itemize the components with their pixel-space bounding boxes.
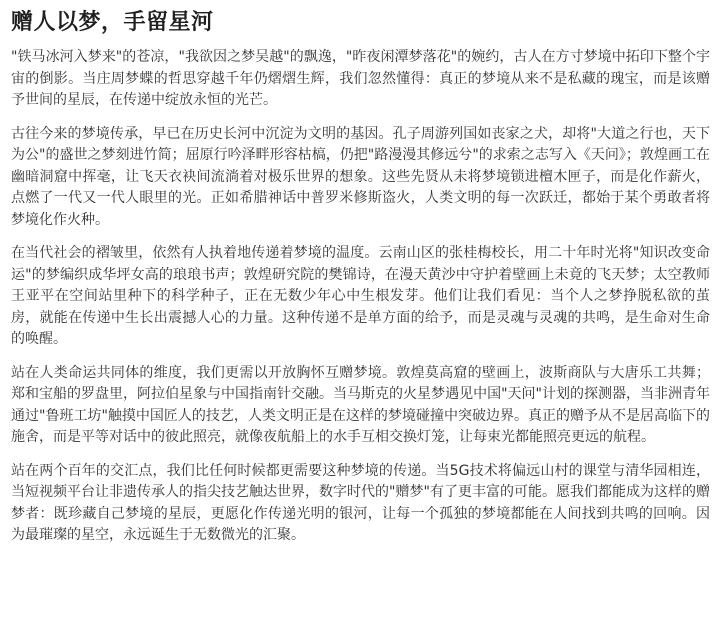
- essay-title: 赠人以梦，手留星河: [11, 10, 214, 35]
- essay-paragraph-5: 站在两个百年的交汇点，我们比任何时候都更需要这种梦境的传递。当5G技术将偏远山村的课堂与清华园相连，当短视频平台让非遗传承人的指尖技艺触达世界，数字时代的"赠梦"有了更丰富的可能。愿我们都能成为这样的赠梦者：既珍藏自己梦境的星辰，更愿化作传递光明的银河，让每一个孤独的梦境都能在人间找到共鸣的回响。因为最璀璨的星空，永远诞生于无数微光的汇聚。: [11, 462, 710, 543]
- essay-paragraph-3: 在当代社会的褶皱里，依然有人执着地传递着梦境的温度。云南山区的张桂梅校长，用二十年时光将"知识改变命运"的梦编织成华坪女高的琅琅书声；敦煌研究院的樊锦诗，在漫天黄沙中守护着壁画上未竟的飞天梦；太空教师王亚平在空间站里种下的科学种子，正在无数少年心中生根发芽。他们让我们看见：当个人之梦挣脱私欲的茧房，就能在传递中生长出震撼人心的力量。这种传递不是单方面的给予，而是灵魂与灵魂的共鸣，是生命对生命的唤醒。: [11, 245, 710, 347]
- essay-paragraph-4: 站在人类命运共同体的维度，我们更需以开放胸怀互赠梦境。敦煌莫高窟的壁画上，波斯商队与大唐乐工共舞；郑和宝船的罗盘里，阿拉伯星象与中国指南针交融。当马斯克的火星梦遇见中国"天问"计划的探测器，当非洲青年通过"鲁班工坊"触摸中国匠人的技艺，人类文明正是在这样的梦境碰撞中突破边界。真正的赠予从不是居高临下的施舍，而是平等对话中的彼此照亮，就像夜航船上的水手互相交换灯笼，让每束光都能照亮更远的航程。: [11, 364, 710, 445]
- essay-paragraph-1: "铁马冰河入梦来"的苍凉，"我欲因之梦吴越"的飘逸，"昨夜闲潭梦落花"的婉约，古人在方寸梦境中拓印下整个宇宙的倒影。当庄周梦蝶的哲思穿越千年仍熠熠生辉，我们忽然懂得：真正的梦境从来不是私藏的瑰宝，而是该赠予世间的星辰，在传递中绽放永恒的光芒。: [11, 49, 710, 108]
- essay-paragraph-2: 古往今来的梦境传承，早已在历史长河中沉淀为文明的基因。孔子周游列国如丧家之犬，却将"大道之行也，天下为公"的盛世之梦刻进竹简；屈原行吟泽畔形容枯槁，仍把"路漫漫其修远兮"的求索之志写入《天问》；敦煌画工在幽暗洞窟中挥毫，让飞天衣袂间流淌着对极乐世界的想象。这些先贤从未将梦境锁进檀木匣子，而是化作薪火，点燃了一代又一代人眼里的光。正如希腊神话中普罗米修斯盗火，人类文明的每一次跃迁，都始于某个勇敢者将梦境化作火种。: [11, 125, 710, 228]
